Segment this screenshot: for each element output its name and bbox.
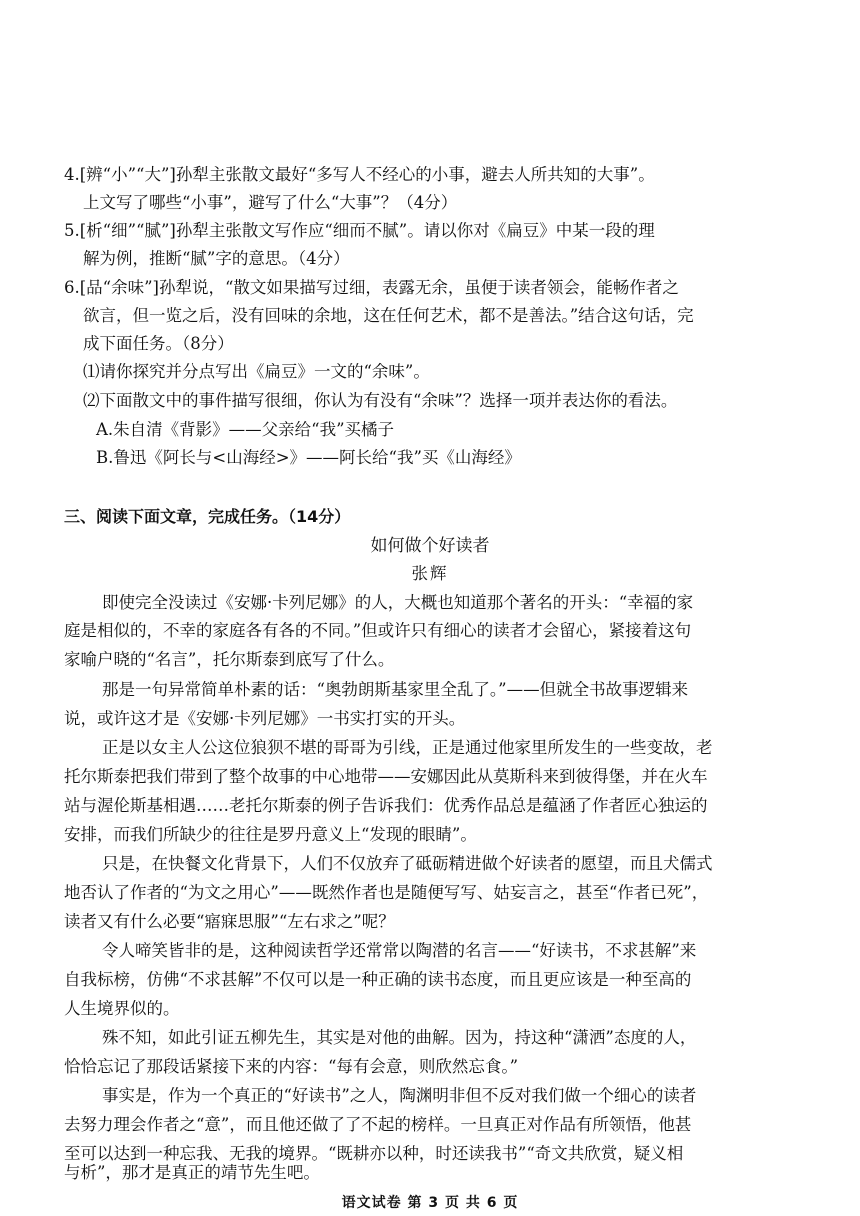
article-line: 地否认了作者的“为文之用心”——既然作者也是随便写写、姑妄言之，甚至“作者已死”， xyxy=(64,883,709,902)
article-line: 去努力理会作者之“意”，而且他还做了了不起的榜样。一旦真正对作品有所领悟，他甚 xyxy=(64,1115,692,1134)
article-line: 正是以女主人公这位狼狈不堪的哥哥为引线，正是通过他家里所发生的一些变故，老 xyxy=(102,738,713,757)
article-line: 与析”，那才是真正的靖节先生吧。 xyxy=(64,1163,320,1182)
article-line: 安排，而我们所缺少的往往是罗丹意义上“发现的眼睛”。 xyxy=(64,825,477,844)
article-line: 读者又有什么必要“寤寐思服”“左右求之”呢？ xyxy=(64,912,395,931)
article-line: 只是，在快餐文化背景下，人们不仅放弃了砥砺精进做个好读者的愿望，而且犬儒式 xyxy=(102,854,713,873)
article-line: 恰恰忘记了那段话紧接下来的内容：“每有会意，则欣然忘食。” xyxy=(64,1057,519,1076)
question-line: 解为例，推断“腻”字的意思。（4分） xyxy=(83,249,350,268)
article-line: 托尔斯泰把我们带到了整个故事的中心地带——安娜因此从莫斯科来到彼得堡，并在火车 xyxy=(64,767,708,786)
article-line: 站与渥伦斯基相遇……老托尔斯泰的例子告诉我们：优秀作品总是蕴涵了作者匠心独运的 xyxy=(64,796,708,815)
article-line: 人生境界似的。 xyxy=(64,999,180,1018)
option-a: A.朱自清《背影》——父亲给“我”买橘子 xyxy=(96,420,395,439)
question-line: 成下面任务。（8分） xyxy=(83,334,234,353)
article-title: 如何做个好读者 xyxy=(370,536,490,556)
question-line: 欲言，但一览之后，没有回味的余地，这在任何艺术，都不是善法。”结合这句话，完 xyxy=(83,306,694,325)
sub-task-1: ⑴请你探究并分点写出《扁豆》一文的“余味”。 xyxy=(83,362,430,381)
article-line: 即使完全没读过《安娜·卡列尼娜》的人，大概也知道那个著名的开头：“幸福的家 xyxy=(102,593,694,612)
article-line: 庭是相似的，不幸的家庭各有各的不同。”但或许只有细心的读者才会留心，紧接着这句 xyxy=(64,621,692,640)
article-line: 家喻户晓的“名言”，托尔斯泰到底写了什么。 xyxy=(64,650,395,669)
article-author: 张辉 xyxy=(411,564,449,583)
question-line: 6.[品“余味”]孙犁说，“散文如果描写过细，表露无余，虽便于读者领会，能畅作者之 xyxy=(64,278,679,297)
question-line: 上文写了哪些“小事”，避写了什么“大事”？（4分） xyxy=(83,193,458,212)
question-line: 4.[辨“小”“大”]孙犁主张散文最好“多写人不经心的小事，避去人所共知的大事”。 xyxy=(64,165,655,184)
section-heading: 三、阅读下面文章，完成任务。（14分） xyxy=(64,507,351,526)
article-line: 事实是，作为一个真正的“好读书”之人，陶渊明非但不反对我们做一个细心的读者 xyxy=(102,1086,697,1105)
article-line: 令人啼笑皆非的是，这种阅读哲学还常常以陶潜的名言——“好读书，不求甚解”来 xyxy=(102,941,697,960)
article-line: 说，或许这才是《安娜·卡列尼娜》一书实打实的开头。 xyxy=(64,709,466,728)
article-line: 殊不知，如此引证五柳先生，其实是对他的曲解。因为，持这种“潇洒”态度的人， xyxy=(102,1028,697,1047)
article-line: 至可以达到一种忘我、无我的境界。“既耕亦以种，时还读我书”“奇文共欣赏，疑义相 xyxy=(64,1144,684,1163)
question-line: 5.[析“细”“腻”]孙犁主张散文写作应“细而不腻”。请以你对《扁豆》中某一段的理 xyxy=(64,221,655,240)
article-line: 自我标榜，仿佛“不求甚解”不仅可以是一种正确的读书态度，而且更应该是一种至高的 xyxy=(64,970,692,989)
article-line: 那是一句异常简单朴素的话：“奥勃朗斯基家里全乱了。”——但就全书故事逻辑来 xyxy=(102,680,689,699)
page-footer: 语文试卷 第 3 页 共 6 页 xyxy=(341,1195,519,1211)
option-b: B.鲁迅《阿长与<山海经>》——阿长给“我”买《山海经》 xyxy=(96,448,521,467)
sub-task-2: ⑵下面散文中的事件描写很细，你认为有没有“余味”？选择一项并表达你的看法。 xyxy=(83,391,678,410)
